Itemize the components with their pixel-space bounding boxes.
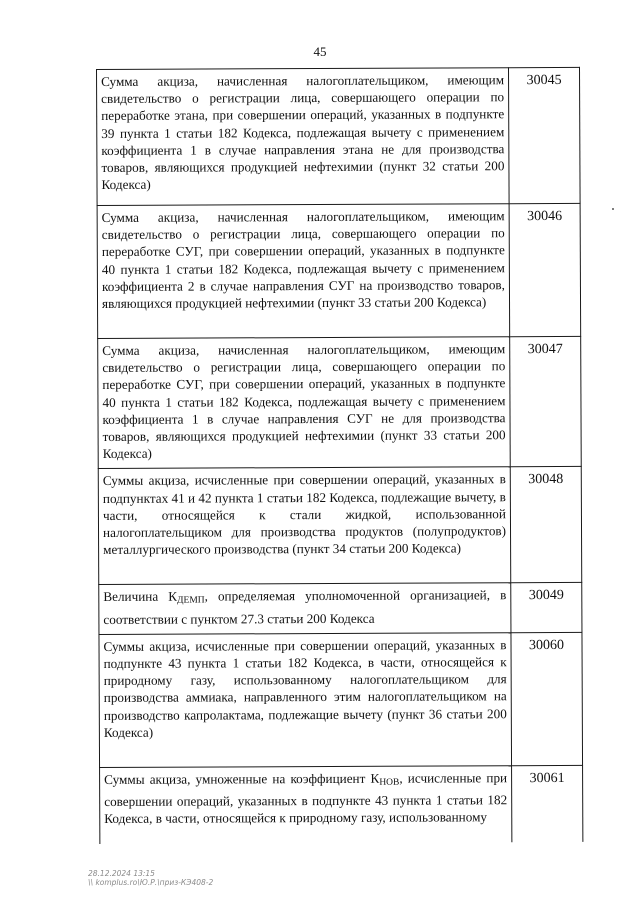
row-code: 30046 xyxy=(509,203,581,336)
row-description: Суммы акциза, исчисленные при совершении операций, указанных в подпунктах 41 и 42 пункта 1 статьи 182 Кодекса, подлежащие вычету, в части, относящейся к стали жидкой, использованной налогоплательщиком для производства продуктов (полупродуктов) металлургического производства (пункт 34 статьи 200 Кодекса) xyxy=(98,467,511,585)
row-description: Сумма акциза, начисленная налогоплательщиком, имеющим свидетельство о регистрации лица, совершающего операции по переработке этана, при совершении операций, указанных в подпункте 39 пункта 1 статьи 182 Кодекса, подлежащая вычету с применением коэффициента 1 в случае направления этана не для производства товаров, являющихся продукцией нефтехимии (пункт 32 статьи 200 Кодекса) xyxy=(97,68,510,206)
row-code: 30060 xyxy=(511,632,583,765)
coefficient-subscript: НОВ xyxy=(379,777,400,788)
row-code: 30048 xyxy=(510,467,582,583)
row-text-before: Суммы акциза, умноженные на коэффициент К xyxy=(104,770,380,787)
scan-speck xyxy=(612,208,614,210)
row-description: Сумма акциза, начисленная налогоплательщиком, имеющим свидетельство о регистрации лица, совершающего операции по переработке СУГ, при совершении операций, указанных в подпункте 40 пункта 1 статьи 182 Кодекса, подлежащая вычету с применением коэффициента 1 в случае направления СУГ не для производства товаров, являющихся продукцией нефтехимии (пункт 33 статьи 200 Кодекса) xyxy=(98,337,511,469)
document-footer xyxy=(88,869,213,887)
row-description: Сумма акциза, начисленная налогоплательщиком, имеющим свидетельство о регистрации лица, совершающего операции по переработке СУГ, при совершении операций, указанных в подпункте 40 пункта 1 статьи 182 Кодекса, подлежащая вычету с применением коэффициента 2 в случае направления СУГ на производство товаров, являющихся продукцией нефтехимии (пункт 33 статьи 200 Кодекса) xyxy=(97,204,510,339)
table-row xyxy=(97,203,581,338)
footer-file-path: \\ komplus.ro\Ю.Р.\приз-КЭ408-2 xyxy=(88,878,214,887)
table-row xyxy=(99,632,583,767)
row-text-after: , определяемая уполномоченной организацией, в соответствии с пунктом 27.3 статьи 200 Кодекса xyxy=(103,587,507,627)
footer-timestamp: 28.12.2024 13:15 xyxy=(88,869,155,878)
excise-code-table xyxy=(96,67,583,844)
table-row xyxy=(98,467,582,585)
row-text-after: , исчисленные при совершении операций, указанных в подпункте 43 пункта 1 статьи 182 Кодекса, в части, относящейся к природному газу, использованному xyxy=(104,770,508,827)
page-number: 45 xyxy=(313,44,327,59)
row-code: 30045 xyxy=(508,67,580,203)
row-code: 30061 xyxy=(512,765,583,842)
row-description: Суммы акциза, исчисленные при совершении операций, указанных в подпункте 43 пункта 1 статьи 182 Кодекса, в части, относящейся к природному газу, использованному налогоплательщиком для производства аммиака, направленного этим налогоплательщиком на производство капролактама, подлежащие вычету (пункт 36 статьи 200 Кодекса) xyxy=(99,633,512,768)
coefficient-subscript: ДЕМП xyxy=(177,595,205,607)
row-description xyxy=(99,583,511,634)
table-row xyxy=(99,583,582,635)
table-row xyxy=(100,765,583,844)
row-text-before: Величина К xyxy=(103,589,178,605)
row-code: 30047 xyxy=(510,336,582,467)
table-row xyxy=(97,67,581,205)
row-code: 30049 xyxy=(511,583,582,633)
table-row xyxy=(98,336,582,469)
row-description xyxy=(100,766,512,844)
